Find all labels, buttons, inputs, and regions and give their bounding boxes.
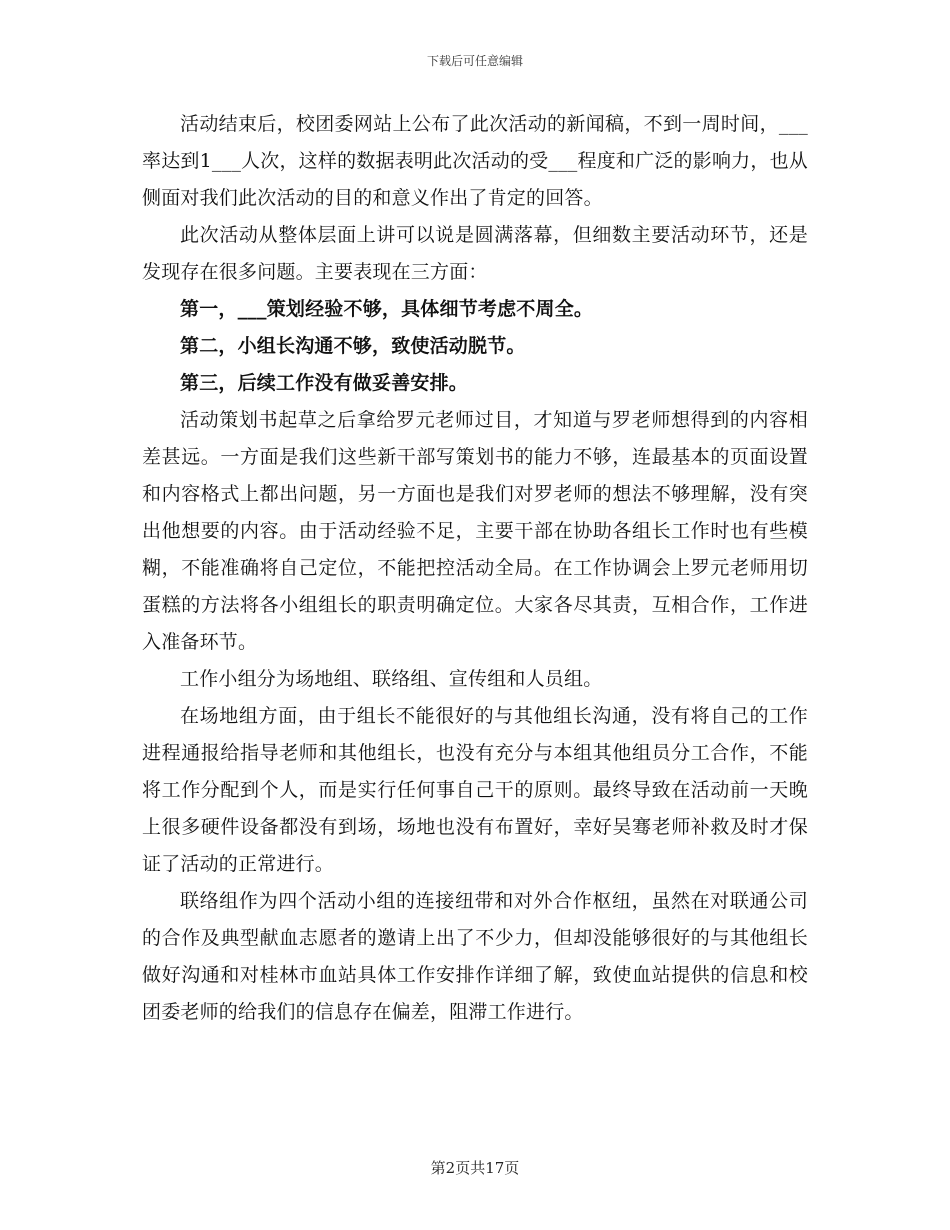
problem-item-first: 第一，___策划经验不够，具体细节考虑不周全。: [180, 298, 594, 320]
paragraph-planning: 活动策划书起草之后拿给罗元老师过目，才知道与罗老师想得到的内容相差甚远。一方面是我们这些新干部写策划书的能力不够，连最基本的页面设置和内容格式上都出问题，另一方面也是我们对罗老师的想法不够理解，没有突出他想要的内容。由于活动经验不足，主要干部在协助各组长工作时也有些模糊，不能准确将自己定位，不能把控活动全局。在工作协调会上罗元老师用切蛋糕的方法将各小组组长的职责明确定位。大家各尽其责，互相合作，工作进入准备环节。: [142, 409, 808, 653]
page-number: 第2页共17页: [430, 1159, 520, 1177]
header-note: 下载后可任意编辑: [426, 54, 523, 68]
problem-item-third: 第三，后续工作没有做妥善安排。: [180, 372, 469, 394]
paragraph-work-groups: 工作小组分为场地组、联络组、宣传组和人员组。: [180, 668, 603, 690]
document-body: [142, 106, 808, 1031]
paragraph-liaison-group: 联络组作为四个活动小组的连接纽带和对外合作枢纽，虽然在对联通公司的合作及典型献血志愿者的邀请上出了不少力，但却没能够很好的与其他组长做好沟通和对桂林市血站具体工作安排作详细了解，致使血站提供的信息和校团委老师的给我们的信息存在偏差，阻滞工作进行。: [142, 890, 808, 1023]
paragraph-news-release: 活动结束后，校团委网站上公布了此次活动的新闻稿，不到一周时间，___率达到1___人次，这样的数据表明此次活动的受___程度和广泛的影响力，也从侧面对我们此次活动的目的和意义作出了肯定的回答。: [142, 113, 808, 209]
problem-item-second: 第二，小组长沟通不够，致使活动脱节。: [180, 335, 526, 357]
paragraph-problems-intro: 此次活动从整体层面上讲可以说是圆满落幕，但细数主要活动环节，还是发现存在很多问题。主要表现在三方面：: [142, 224, 808, 283]
paragraph-venue-group: 在场地组方面，由于组长不能很好的与其他组长沟通，没有将自己的工作进程通报给指导老师和其他组长，也没有充分与本组其他组员分工合作，不能将工作分配到个人，而是实行任何事自己干的原则。最终导致在活动前一天晚上很多硬件设备都没有到场，场地也没有布置好，幸好吴骞老师补救及时才保证了活动的正常进行。: [142, 705, 808, 875]
